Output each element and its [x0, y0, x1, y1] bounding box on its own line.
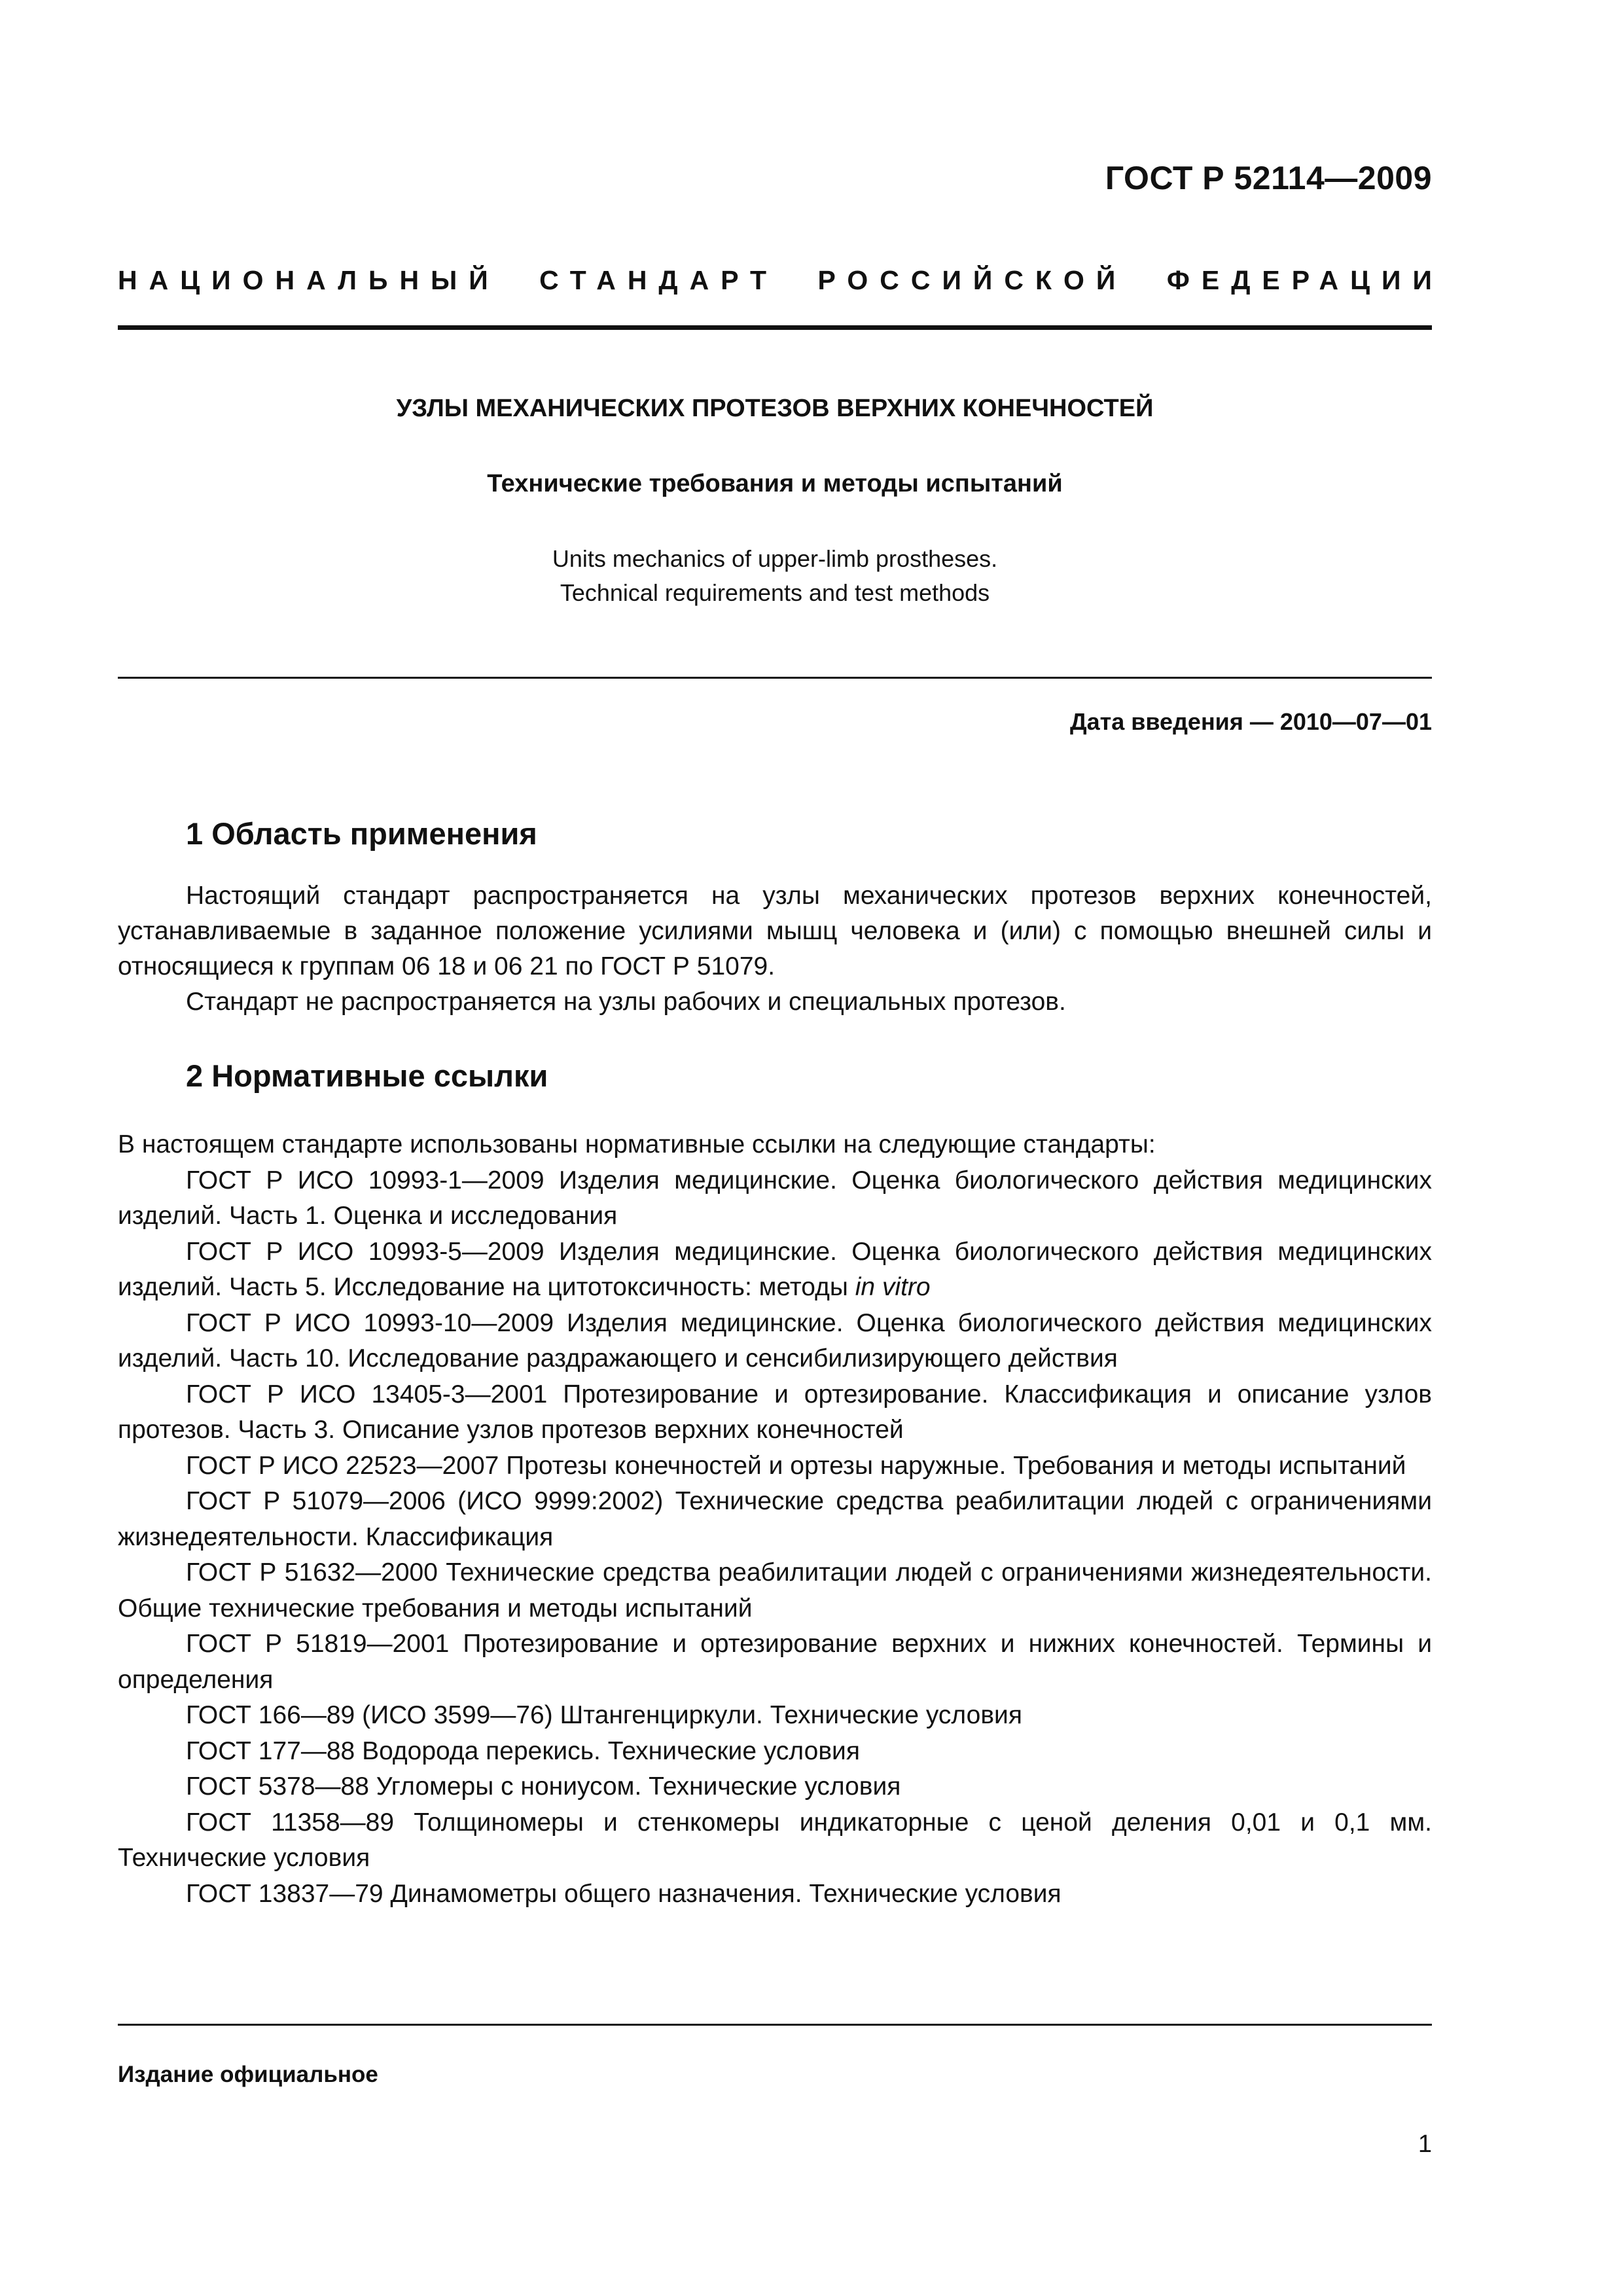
banner-word: СТАНДАРТ: [539, 265, 779, 295]
title-english: [118, 542, 1432, 610]
reference-item: ГОСТ Р 51819—2001 Протезирование и ортезирование верхних и нижних конечностей. Термины и определения: [118, 1630, 1432, 1694]
reference-item: ГОСТ 11358—89 Толщиномеры и стенкомеры индикаторные с ценой деления 0,01 и 0,1 мм. Технические условия: [118, 1808, 1432, 1872]
reference-item: ГОСТ Р ИСО 10993-10—2009 Изделия медицинские. Оценка биологического действия медицинских изделий. Часть 10. Исследование раздражающего и сенсибилизирующего действия: [118, 1308, 1432, 1372]
title-russian: УЗЛЫ МЕХАНИЧЕСКИХ ПРОТЕЗОВ ВЕРХНИХ КОНЕЧНОСТЕЙ: [396, 395, 1154, 422]
references-intro: В настоящем стандарте использованы нормативные ссылки на следующие стандарты:: [118, 1130, 1156, 1158]
official-edition-label: Издание официальное: [118, 2062, 378, 2087]
reference-item: ГОСТ 13837—79 Динамометры общего назначения. Технические условия: [186, 1879, 1061, 1908]
reference-item: ГОСТ Р ИСО 22523—2007 Протезы конечностей и ортезы наружные. Требования и методы испытаний: [186, 1451, 1406, 1480]
reference-item: [118, 1234, 1432, 1306]
footer-rule: [118, 2024, 1432, 2026]
section-1-heading: 1 Область применения: [186, 816, 537, 851]
section-1-body: [118, 878, 1432, 1020]
reference-item: ГОСТ 5378—88 Угломеры с нониусом. Технические условия: [186, 1772, 901, 1801]
reference-item: ГОСТ Р ИСО 10993-1—2009 Изделия медицинские. Оценка биологического действия медицинских изделий. Часть 1. Оценка и исследования: [118, 1166, 1432, 1230]
reference-item: ГОСТ Р ИСО 13405-3—2001 Протезирование и ортезирование. Классификация и описание узлов протезов. Часть 3. Описание узлов протезов верхних конечностей: [118, 1380, 1432, 1444]
reference-text: ГОСТ Р ИСО 10993-5—2009 Изделия медицинские. Оценка биологического действия медицинских изделий. Часть 5. Исследование на цитотоксичность: методы: [118, 1237, 1432, 1301]
reference-item: ГОСТ Р 51632—2000 Технические средства реабилитации людей с ограничениями жизнедеятельности. Общие технические требования и методы испытаний: [118, 1558, 1432, 1623]
reference-italic: in vitro: [855, 1273, 931, 1301]
normative-references: [118, 1127, 1432, 1912]
title-english-line: Units mechanics of upper-limb prostheses.: [552, 545, 998, 572]
banner-word: РОССИЙСКОЙ: [817, 265, 1128, 295]
reference-item: ГОСТ Р 51079—2006 (ИСО 9999:2002) Технические средства реабилитации людей с ограничениями жизнедеятельности. Классификация: [118, 1487, 1432, 1551]
title-rule: [118, 677, 1432, 679]
national-standard-banner: [118, 265, 1444, 296]
page-number: 1: [1418, 2130, 1432, 2158]
title-english-line: Technical requirements and test methods: [560, 579, 990, 606]
document-code: ГОСТ Р 52114—2009: [1105, 160, 1432, 196]
banner-word: НАЦИОНАЛЬНЫЙ: [118, 265, 500, 295]
subtitle-russian: Технические требования и методы испытаний: [487, 470, 1063, 497]
introduction-date: Дата введения — 2010—07—01: [1069, 708, 1432, 735]
reference-item: ГОСТ 177—88 Водорода перекись. Технические условия: [186, 1736, 860, 1765]
paragraph: Стандарт не распространяется на узлы рабочих и специальных протезов.: [186, 988, 1066, 1016]
header-thick-rule: [118, 325, 1432, 330]
section-2-heading: 2 Нормативные ссылки: [186, 1058, 548, 1093]
paragraph: Настоящий стандарт распространяется на узлы механических протезов верхних конечностей, устанавливаемые в заданное положение усилиями мышц человека и (или) с помощью внешней силы и относящиеся к группам 06 18 и 06 21 по ГОСТ Р 51079.: [118, 882, 1432, 980]
reference-item: ГОСТ 166—89 (ИСО 3599—76) Штангенциркули. Технические условия: [186, 1701, 1022, 1729]
banner-word: ФЕДЕРАЦИИ: [1166, 265, 1444, 295]
